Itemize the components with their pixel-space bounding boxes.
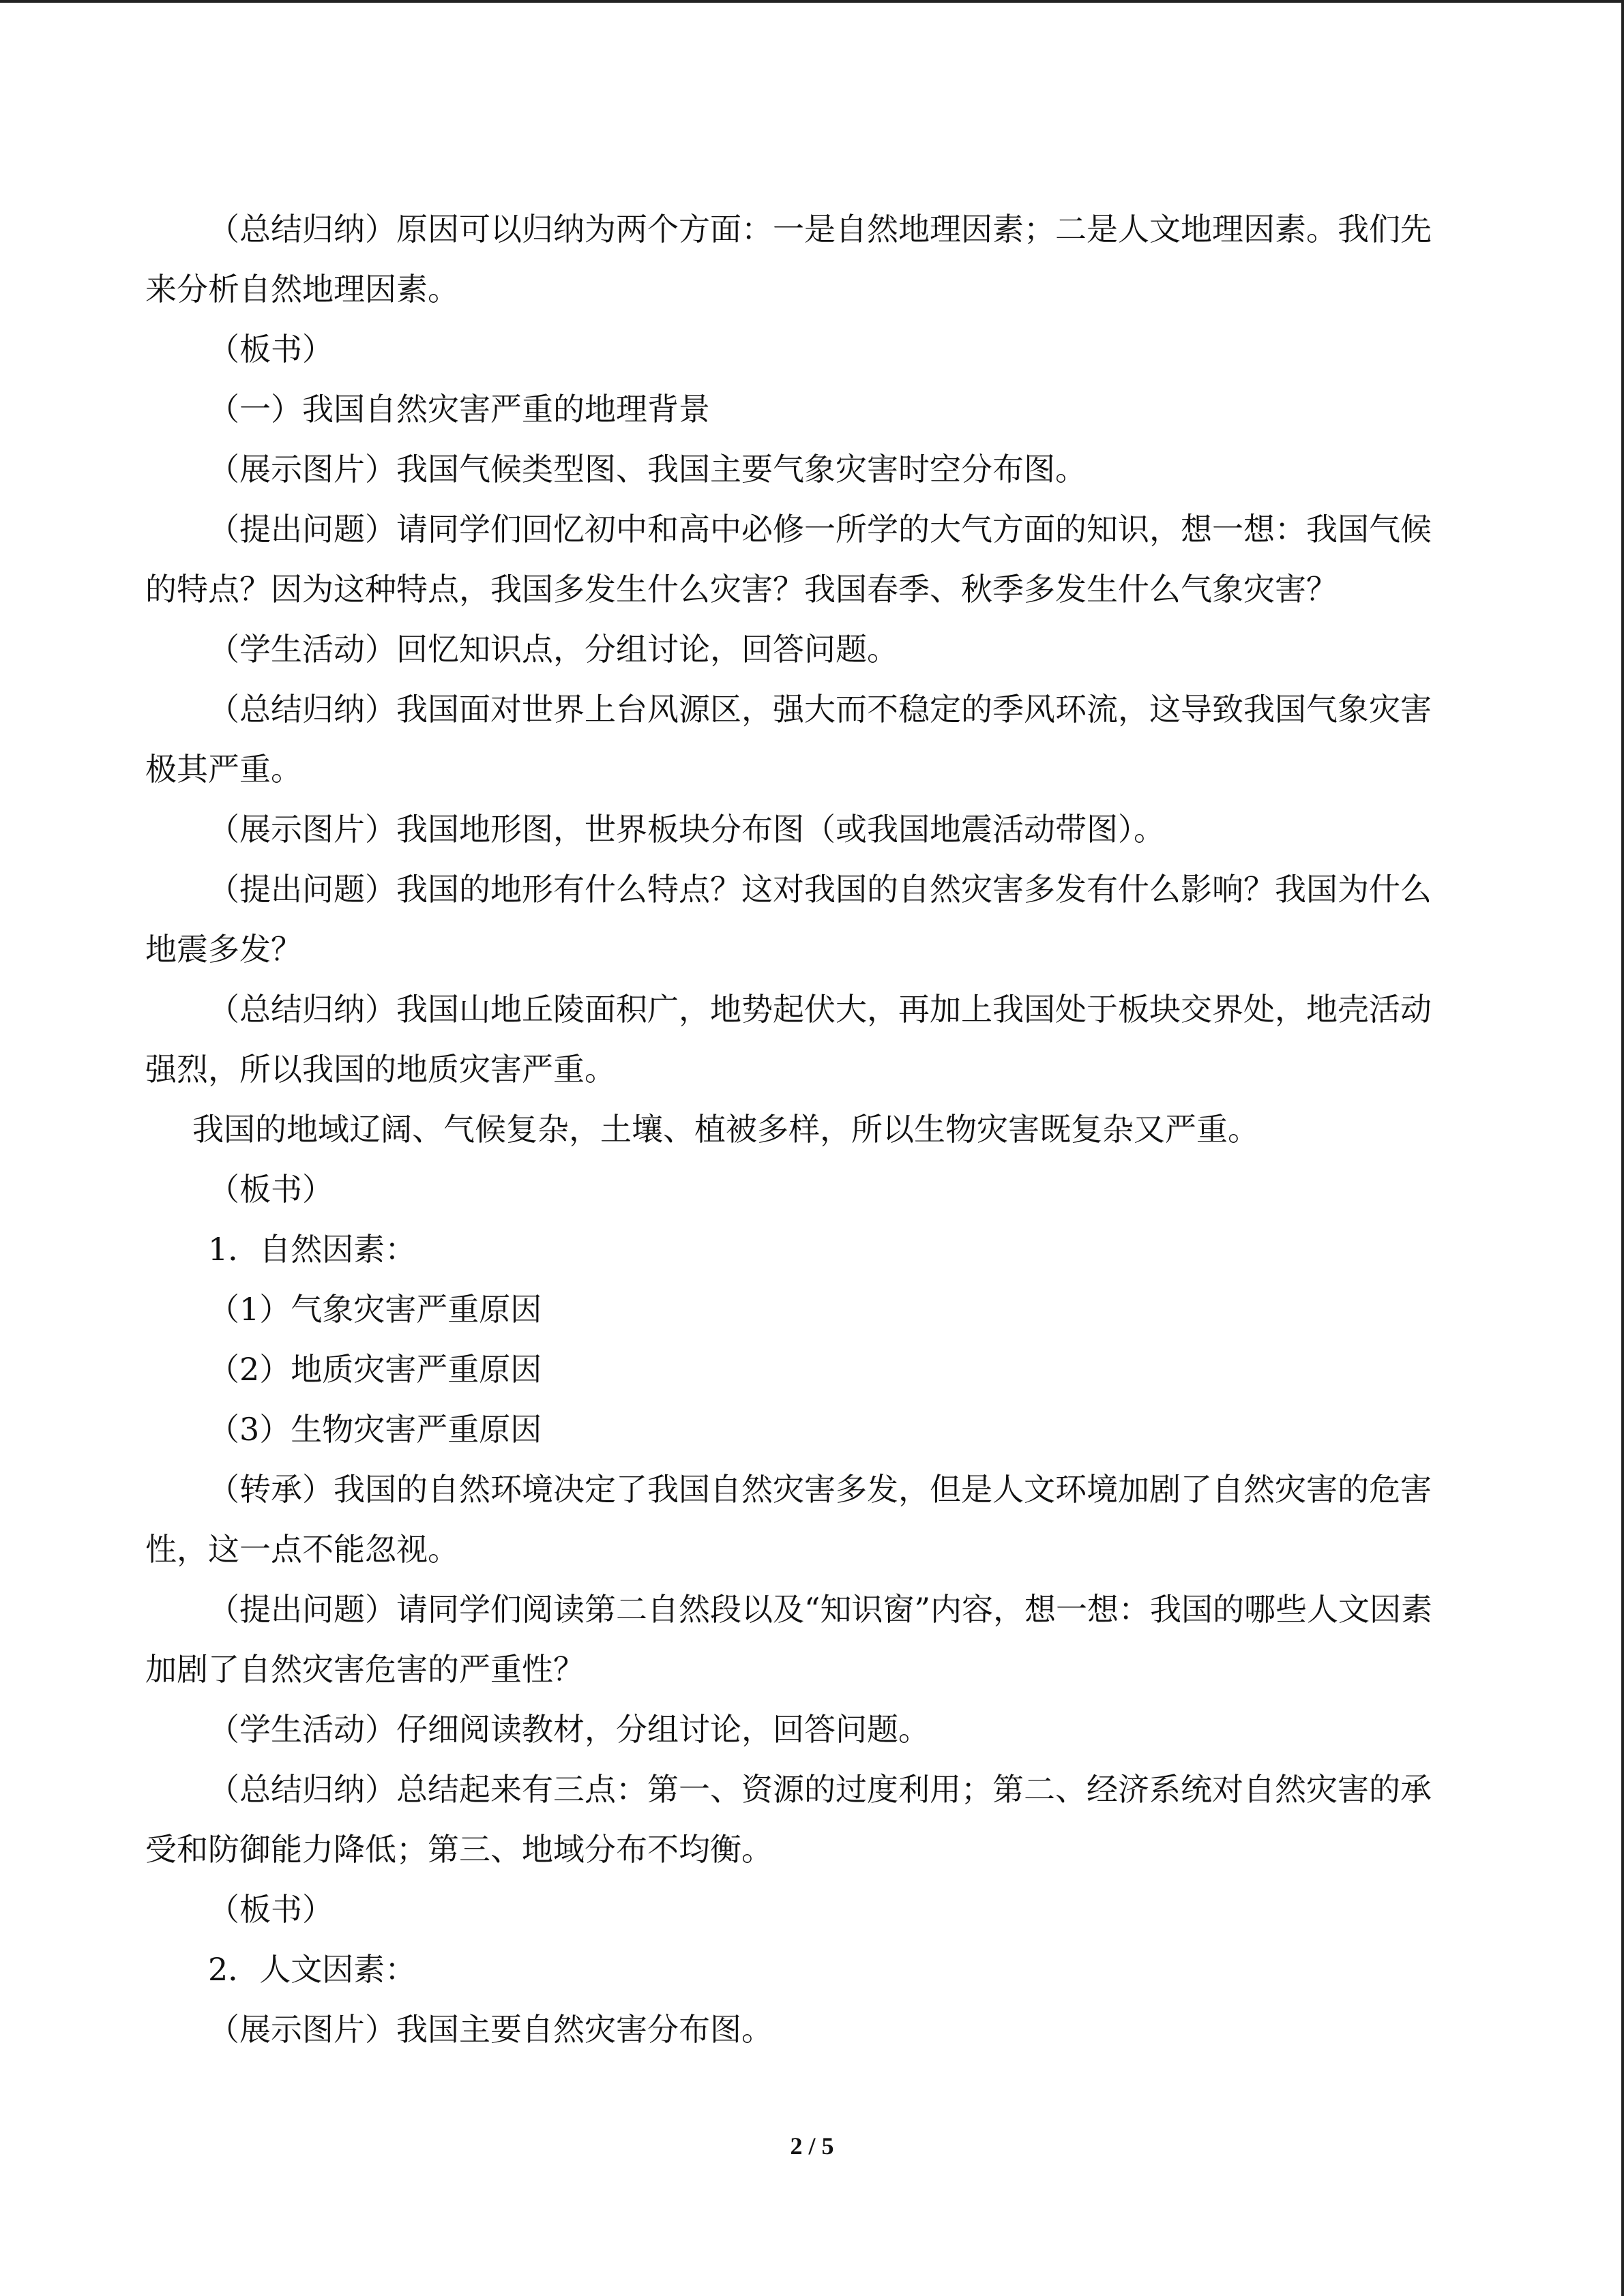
list-item: （3）生物灾害严重原因 — [208, 1411, 542, 1448]
document-body — [145, 199, 1462, 2059]
list-heading: 1．自然因素： — [208, 1231, 417, 1268]
list-heading: 2．人文因素： — [208, 1951, 417, 1988]
paragraph: （板书） — [208, 1171, 334, 1208]
paragraph: （展示图片）我国地形图，世界板块分布图（或我国地震活动带图）。 — [208, 811, 1165, 848]
list-item: （1）气象灾害严重原因 — [208, 1291, 542, 1328]
page-number: 2 / 5 — [790, 2132, 834, 2160]
paragraph: （总结归纳）我国山地丘陵面积广，地势起伏大，再加上我国处于板块交界处，地壳活动强烈，所以我国的地质灾害严重。 — [145, 991, 1432, 1088]
paragraph: （提出问题）请同学们回忆初中和高中必修一所学的大气方面的知识，想一想：我国气候的特点？因为这种特点，我国多发生什么灾害？我国春季、秋季多发生什么气象灾害？ — [145, 511, 1432, 608]
paragraph: （展示图片）我国气候类型图、我国主要气象灾害时空分布图。 — [208, 451, 1087, 488]
paragraph: （总结归纳）总结起来有三点：第一、资源的过度利用；第二、经济系统对自然灾害的承受和防御能力降低；第三、地域分布不均衡。 — [145, 1771, 1432, 1868]
list-item: （2）地质灾害严重原因 — [208, 1351, 542, 1388]
paragraph: （板书） — [208, 331, 334, 368]
paragraph: （总结归纳）我国面对世界上台风源区，强大而不稳定的季风环流，这导致我国气象灾害极其严重。 — [145, 691, 1432, 788]
paragraph: （板书） — [208, 1891, 334, 1928]
paragraph: （转承）我国的自然环境决定了我国自然灾害多发，但是人文环境加剧了自然灾害的危害性，这一点不能忽视。 — [145, 1471, 1432, 1568]
paragraph: （学生活动）仔细阅读教材，分组讨论，回答问题。 — [208, 1711, 930, 1748]
paragraph: 我国的地域辽阔、气候复杂，土壤、植被多样，所以生物灾害既复杂又严重。 — [192, 1111, 1259, 1148]
right-border-line — [1621, 0, 1624, 2296]
paragraph: （展示图片）我国主要自然灾害分布图。 — [208, 2011, 773, 2048]
paragraph: （提出问题）我国的地形有什么特点？这对我国的自然灾害多发有什么影响？我国为什么地震多发？ — [145, 871, 1432, 968]
paragraph: （总结归纳）原因可以归纳为两个方面：一是自然地理因素；二是人文地理因素。我们先来分析自然地理因素。 — [145, 211, 1432, 308]
top-border-line — [0, 0, 1624, 3]
paragraph: （学生活动）回忆知识点，分组讨论，回答问题。 — [208, 631, 898, 668]
paragraph: （提出问题）请同学们阅读第二自然段以及“知识窗”内容，想一想：我国的哪些人文因素加剧了自然灾害危害的严重性？ — [145, 1591, 1433, 1688]
section-heading: （一）我国自然灾害严重的地理背景 — [208, 391, 710, 428]
